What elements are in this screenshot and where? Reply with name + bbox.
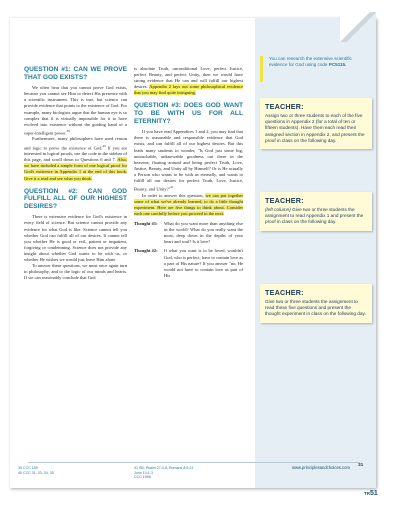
- teacher-resource-page: TR51: [364, 490, 378, 497]
- footer-url: www.principlesandchoices.com: [292, 465, 350, 470]
- footnote-ref: 39: [66, 128, 70, 133]
- thought-text: If what you want is to be loved, wouldn't God, who is perfect, have to contain love as a part of His nature? If you answer "no, He would not have to contain love as part of His: [164, 248, 243, 278]
- q3-paragraph-1: If you have read Appendices 1 and 2, you may find that there is reasonable and responsible evidence that God exists, and can fulfill all of our highest desires. But this leads many students to wonder, "Is God just some big, untouchable, unknowable goodness out there in the heavens, floating around and being perfect Truth, Love, Justice, Beauty, and Unity all by Himself? Or is He actually a Person who wants to be with us eternally, and wants to fulfill all our desires for perfect Truth, Love, Justice, Beauty, and Unity?"$^{41}$: [134, 129, 243, 192]
- textbook-page: [10, 18, 376, 488]
- research-code: PC5115.: [328, 62, 347, 67]
- teacher-note-2: [260, 192, 372, 231]
- q1-heading: QUESTION #1: CAN WE PROVE THAT GOD EXISTS?: [24, 66, 127, 81]
- footnote-ref: 41: [170, 185, 174, 190]
- teacher-note-3: [260, 284, 372, 323]
- q3-paragraph-2: In order to answer this question, we can put together some of what we've already learned, to do a little thought experiment. Here are five things to think about. Consider each one carefully before you proceed to the next.: [134, 192, 243, 216]
- research-accent-bar: [260, 56, 263, 82]
- research-note: You can research the extensive scientific evidence for God using code PC5115.: [260, 56, 368, 68]
- left-column: [24, 66, 127, 281]
- highlighted-text: Also, we have included a simple form of one logical proof for God's existence in Appendix 1 at the end of this book. Give it a read and see what you think.: [24, 157, 127, 181]
- teacher-text: Give two or three students the assignment to read Appendix 1 and present the proof in class on the following day.: [265, 207, 364, 225]
- footer-rule: [28, 462, 360, 463]
- thought-1: [134, 221, 243, 245]
- teacher-label: TEACHER:: [265, 102, 304, 111]
- teacher-text: Assign two or three students to each of the five questions in Appendix 2 (for a total of ten or fifteen students). Have them each read their assigned section in Appendix 2, and present the proof in class on the following day.: [265, 113, 365, 143]
- footnote-ref: 40: [102, 143, 106, 148]
- teacher-label: TEACHER:: [265, 196, 304, 205]
- thought-label: Thought #1:: [134, 221, 158, 227]
- q1-paragraph-1: We often hear that you cannot prove God exists, because you cannot see Him or detect His presence with a scientific instrument. This is true, but science can provide evidence that points to the existence of God. For example, many biologists argue that the human eye is so complex that it is virtually impossible for it to have evolved into existence without the guiding hand of a super-intelligent power.$^{39}$: [24, 85, 127, 136]
- q3-heading: QUESTION #3: DOES GOD WANT TO BE WITH US FOR ALL ETERNITY?: [134, 102, 243, 125]
- teacher-prefix: (left column): [265, 207, 291, 212]
- thought-label: Thought #2:: [134, 248, 158, 254]
- teacher-label: TEACHER:: [265, 288, 304, 297]
- highlighted-text: Appendix 2 lays out some philosophical evidence that you may find quite intriguing.: [134, 84, 243, 96]
- page-curl: [340, 12, 376, 42]
- thought-2: [134, 248, 243, 278]
- q2-paragraph-2: To answer these questions, we must once again turn to philosophy, and to the logic of our minds and hearts. If we can reasonably conclude that God: [24, 263, 127, 281]
- footnotes-right: 41 SB: Psalm 27:4-5, Romans 8:9-21 John 14:1-3 CCC 1998: [134, 466, 194, 480]
- teacher-note-1: [260, 98, 372, 149]
- continued-paragraph: is absolute Truth, unconditional Love, perfect Justice, perfect Beauty, and perfect Unity, then we would have strong evidence that He can and will fulfill our highest desires. Appendix 2 lays out some philosophical evidence that you may find quite intriguing.: [134, 66, 243, 96]
- highlighted-text: we can put together some of what we've already learned, to do a little thought experiment. Here are five things to think about. Consider each one carefully before you proceed to the next.: [134, 192, 243, 216]
- footer-page-number: 31: [358, 463, 364, 468]
- middle-column: [134, 66, 243, 282]
- q2-heading: QUESTION #2: CAN GOD FULFILL ALL OF OUR HIGHEST DESIRES?: [24, 187, 127, 210]
- teacher-text: Give two or three students the assignment to read these five questions and present the thought experiment in class on the following day.: [265, 299, 366, 317]
- q1-paragraph-2: Furthermore, many philosophers have used reason and logic to prove the existence of God.$^{40}$ If you are interested in logical proofs, use the code in the sidebar of this page, and scroll down to Questions 6 and 7. Also, we have included a simple form of one logical proof for God's existence in Appendix 1 at the end of this book. Give it a read and see what you think.: [24, 136, 127, 181]
- footnotes-left: 39 CCC 159 40 CCC 31, 33, 34, 35: [18, 466, 54, 475]
- sidebar-panel: [255, 18, 376, 488]
- thought-text: What do you want more than anything else in the world? What do you really want the most, deep down in the depths of your heart and soul? Is it love?: [164, 221, 243, 245]
- q2-paragraph-1: There is extensive evidence for God's existence in every field of science. But science cannot provide any evidence for what God is like. Science cannot tell you whether God can fulfill all of our desires. It cannot tell you whether He is good or evil, patient or impatient, forgiving or condemning. Science does not provide any insight about whether God wants to be with us, or whether He wishes we would just leave Him alone.: [24, 214, 127, 263]
